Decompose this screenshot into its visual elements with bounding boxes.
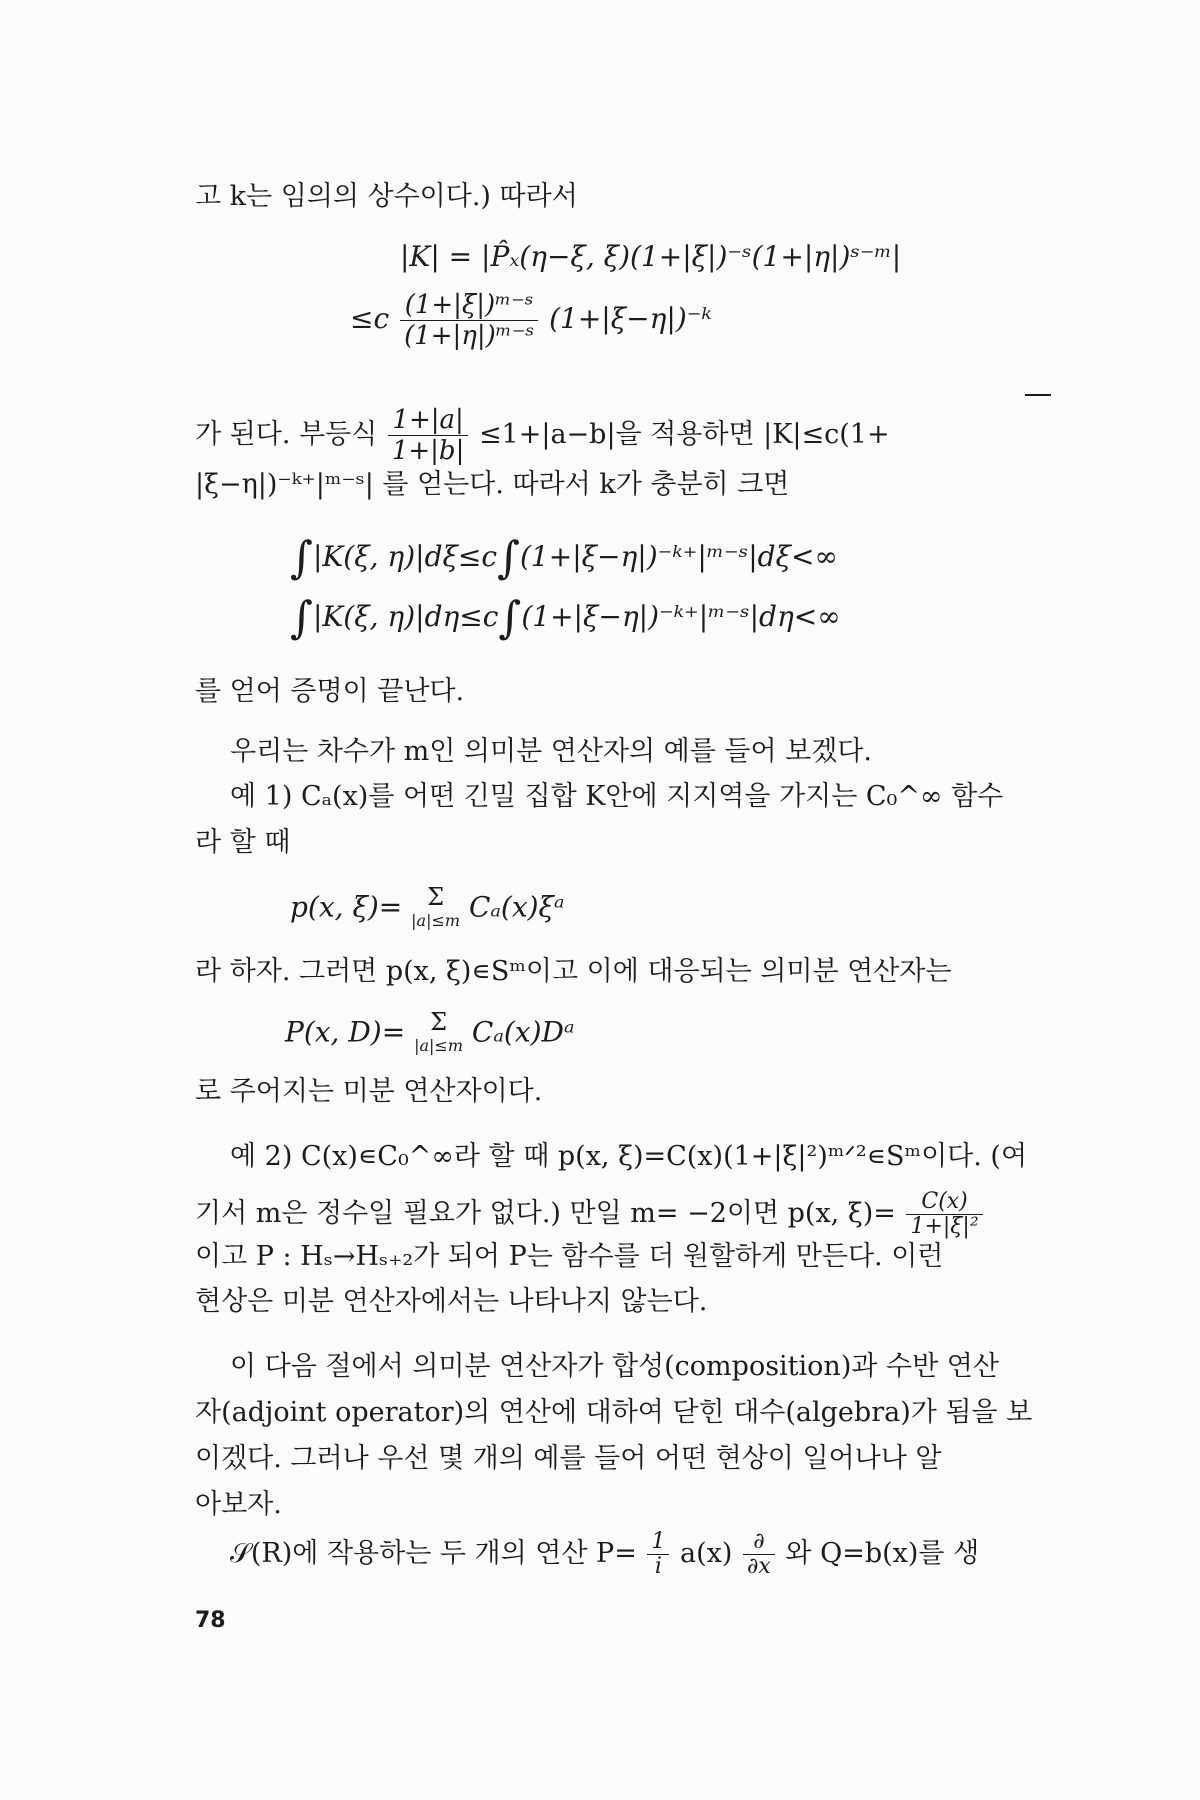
fraction-denominator: i <box>654 1554 662 1579</box>
integral-sign: ∫ <box>498 592 522 644</box>
fraction-denominator: (1+|η|)ᵐ⁻ˢ <box>404 321 535 351</box>
page-number: 78 <box>195 1608 226 1633</box>
text-line: 예 1) Cₐ(x)를 어떤 긴밀 집합 K안에 지지역을 가지는 C₀^∞ 함수 <box>230 781 1004 812</box>
text-line: 예 2) C(x)∊C₀^∞라 할 때 p(x, ξ)=C(x)(1+|ξ|²)ᵐᐟ²∊Sᵐ이다. (여 <box>230 1141 1028 1172</box>
fraction-numerator: ∂ <box>743 1530 775 1555</box>
sum-sign: Σ <box>427 883 445 911</box>
eq-lhs: p(x, ξ)= <box>290 890 403 924</box>
sum-sign: Σ <box>430 1008 448 1036</box>
fraction-denominator: ∂x <box>747 1554 771 1579</box>
symbol-equation <box>290 885 564 933</box>
equation-K-second <box>350 290 712 351</box>
eq-lead: ≤c <box>350 302 390 335</box>
text-line-operators <box>230 1530 1090 1579</box>
text-line: 라 할 때 <box>195 827 291 858</box>
eq-tail: (1+|ξ−η|)⁻ᵏ <box>549 302 712 335</box>
sum-index: |a|≤m <box>411 911 461 930</box>
text-line: 라 하자. 그러면 p(x, ξ)∊Sᵐ이고 이에 대응되는 의미분 연산자는 <box>195 956 952 987</box>
fraction <box>400 290 538 351</box>
eq-part: (1+|ξ−η|)⁻ᵏ⁺|ᵐ⁻ˢ|dη<∞ <box>521 600 841 633</box>
text-span: 가 된다. 부등식 <box>195 419 378 450</box>
eq-rhs: Cₐ(x)Dᵃ <box>471 1015 575 1049</box>
text-line: 를 얻어 증명이 끝난다. <box>195 676 465 707</box>
fraction-denominator: 1+|b| <box>391 436 465 466</box>
text-span: 기서 m은 정수일 필요가 없다.) 만일 m= −2이면 p(x, ξ)= <box>195 1198 896 1229</box>
text-span: 𝒮(R)에 작용하는 두 개의 연산 P= <box>230 1538 637 1569</box>
text-line-fraction <box>195 1190 1055 1239</box>
text-line: 이겠다. 그러나 우선 몇 개의 예를 들어 어떤 현상이 일어나나 알 <box>195 1443 942 1474</box>
text-line: 이 다음 절에서 의미분 연산자가 합성(composition)과 수반 연산 <box>230 1351 999 1382</box>
inequality-fraction <box>388 405 469 466</box>
text-line: 자(adjoint operator)의 연산에 대하여 닫힌 대수(algebra)가 됨을 보 <box>195 1397 1033 1428</box>
text-line: 현상은 미분 연산자에서는 나타나지 않는다. <box>195 1286 708 1317</box>
eq-part: (1+|ξ−η|)⁻ᵏ⁺|ᵐ⁻ˢ|dξ<∞ <box>520 540 838 573</box>
text-line: 이고 P : Hₛ→Hₛ₊₂가 되어 P는 함수를 더 원할하게 만든다. 이런 <box>195 1241 944 1272</box>
fraction-numerator: 1+|a| <box>388 405 469 436</box>
fraction <box>743 1530 775 1579</box>
eq-part: |K(ξ, η)|dη≤c <box>312 600 499 633</box>
integral-sign: ∫ <box>290 532 313 584</box>
text-line-inequality <box>195 405 1055 466</box>
eq-rhs: Cₐ(x)ξᵃ <box>468 890 565 924</box>
eq-part: |K(ξ, η)|dξ≤c <box>312 540 498 573</box>
summation <box>411 885 460 933</box>
sum-index: |a|≤m <box>414 1036 464 1055</box>
integral-sign: ∫ <box>290 592 313 644</box>
integral-sign: ∫ <box>497 532 520 584</box>
integral-equation-1 <box>290 532 838 584</box>
text-line: 아보자. <box>195 1489 282 1520</box>
equation-K-first: |K| = |P̂ₓ(η−ξ, ξ)(1+|ξ|)⁻ˢ(1+|η|)ˢ⁻ᵐ| <box>400 240 902 273</box>
fraction <box>906 1190 982 1239</box>
fraction-denominator: 1+|ξ|² <box>910 1214 979 1239</box>
operator-equation <box>285 1010 574 1058</box>
overline-mark <box>1025 394 1051 396</box>
text-span: ≤1+|a−b|을 적용하면 |K|≤c(1+ <box>478 419 890 450</box>
text-line: |ξ−η|)⁻ᵏ⁺|ᵐ⁻ˢ| 를 얻는다. 따라서 k가 충분히 크면 <box>195 469 790 500</box>
text-span: 와 Q=b(x)를 생 <box>785 1538 980 1569</box>
integral-equation-2 <box>290 592 841 644</box>
text-line: 우리는 차수가 m인 의미분 연산자의 예를 들어 보겠다. <box>230 736 872 767</box>
text-line: 로 주어지는 미분 연산자이다. <box>195 1076 543 1107</box>
text-span: a(x) <box>680 1538 733 1569</box>
summation <box>414 1010 463 1058</box>
fraction-numerator: 1 <box>647 1530 669 1555</box>
fraction-numerator: (1+|ξ|)ᵐ⁻ˢ <box>400 290 538 321</box>
eq-lhs: P(x, D)= <box>285 1015 406 1049</box>
fraction <box>647 1530 669 1579</box>
fraction-numerator: C(x) <box>906 1190 982 1215</box>
text-line: 고 k는 임의의 상수이다.) 따라서 <box>195 181 578 212</box>
